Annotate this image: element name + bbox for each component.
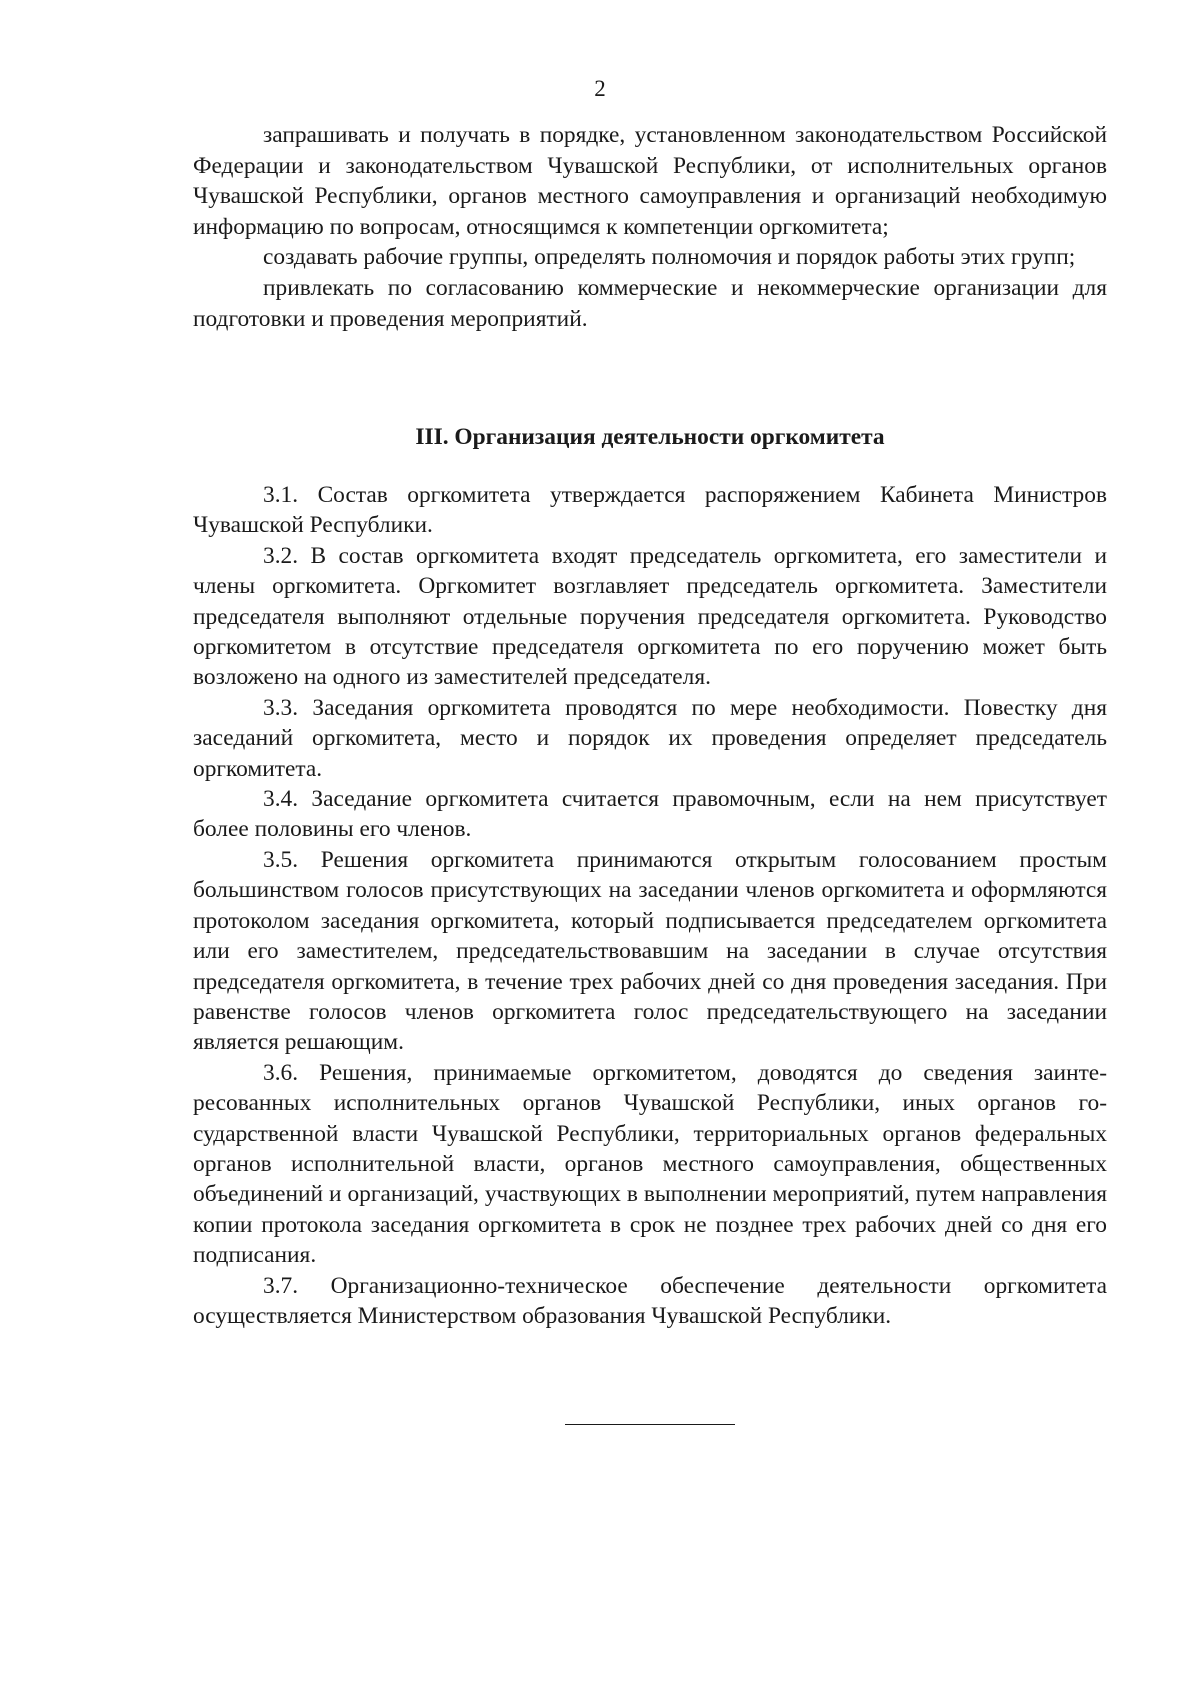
- end-of-document-rule: [565, 1424, 735, 1425]
- section-heading: III. Организация деятельности оргкомитета: [415, 424, 885, 450]
- clause-3-1: 3.1. Состав оргкомитета утверждается распоряжением Кабинета Министров Чувашской Республики.: [193, 482, 1107, 539]
- clause-3-7: 3.7. Организационно-техническое обеспечение деятельности оргкомитета осуществляется Министерством образования Чувашской Республики.: [193, 1272, 1107, 1329]
- page-number: 2: [594, 76, 606, 101]
- clause-3-5: 3.5. Решения оргкомитета принимаются открытым голосованием простым большинством голосов присутствующих на заседании членов оргкомитета и оформляются протоколом заседания оргкомитета, который подписывается председателем оргкомитета или его заместителем, председательствовавшим на заседании в случае отсутствия председателя оргкомитета, в течение трех рабочих дней со дня проведения заседания. При равенстве голосов членов оргкомитета голос председательствующего на заседании является решающим.: [193, 846, 1107, 1056]
- clause-3-3: 3.3. Заседания оргкомитета проводятся по мере необходимости. Повестку дня заседаний оргкомитета, место и порядок их проведения определяет председатель оргкомитета.: [193, 694, 1107, 782]
- intro-text-block: [193, 120, 1107, 334]
- clause-3-2: 3.2. В состав оргкомитета входят председатель оргкомитета, его заместители и члены оргкомитета. Оргкомитет возглавляет председатель оргкомитета. Заместители председателя выполняют отдельные поручения председателя оргкомитета. Руководство оргкомитетом в отсутствие председателя оргкомитета по его поручению может быть возложено на одного из заместителей председателя.: [193, 542, 1107, 691]
- clause-3-6: 3.6. Решения, принимаемые оргкомитетом, доводятся до сведения заинтересованных исполнительных органов Чувашской Республики, иных органов государственной власти Чувашской Республики, территориальных органов федеральных органов исполнительной власти, органов местного самоуправления, общественных объединений и организаций, участвующих в выполнении мероприятий, путем направления копии протокола заседания оргкомитета в срок не позднее трех рабочих дней со дня его подписания.: [193, 1059, 1107, 1269]
- section-text-block: [193, 480, 1107, 1331]
- clause-3-4: 3.4. Заседание оргкомитета считается правомочным, если на нем присутствует более половины его членов.: [193, 786, 1107, 843]
- intro-paragraph: запрашивать и получать в порядке, установленном законодательством Российской Федерации и законодательством Чувашской Республики, от исполнительных органов Чувашской Республики, органов местного самоуправления и организаций необходимую информацию по вопросам, относящимся к компетенции оргкомитета;: [193, 122, 1107, 240]
- intro-paragraph: привлекать по согласованию коммерческие и некоммерческие организации для подготовки и проведения мероприятий.: [193, 274, 1107, 332]
- intro-paragraph: создавать рабочие группы, определять полномочия и порядок работы этих групп;: [263, 244, 1076, 271]
